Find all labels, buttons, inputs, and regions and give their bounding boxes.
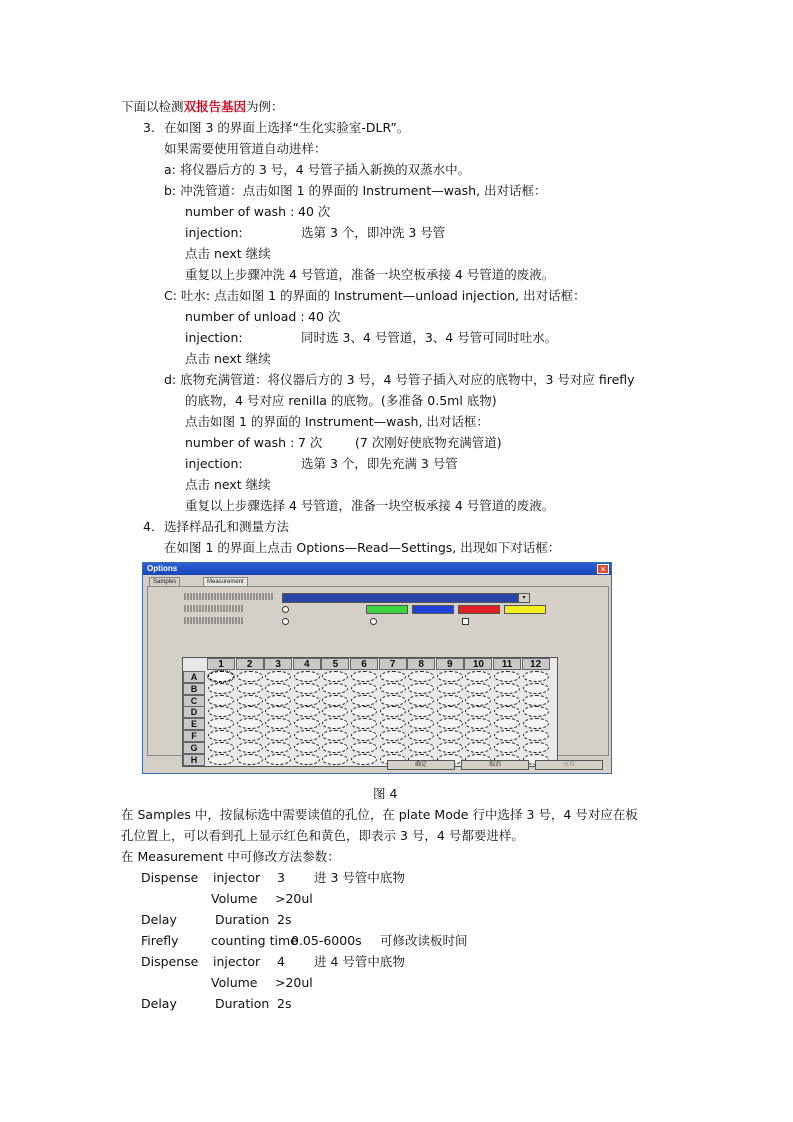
param-cell: Dispense [141,870,199,885]
step3-b: b: 冲洗管道：点击如图 1 的界面的 Instrument—wash, 出对话框： [164,183,547,198]
plate-well[interactable] [465,730,491,741]
plate-type-label [184,593,274,600]
plate-well[interactable] [523,683,549,694]
options-dialog [142,562,612,774]
plate-well[interactable] [294,706,320,717]
plate-well[interactable] [294,742,320,753]
step4-number: 4. [143,519,155,534]
plate-column-header[interactable]: 5 [321,658,349,670]
plate-well[interactable] [294,718,320,729]
b-repeat: 重复以上步骤冲洗 4 号管道，准备一块空板承接 4 号管道的废液。 [185,267,555,282]
plate-row-header[interactable]: G [183,742,205,754]
step3-sub: 如果需要使用管道自动进样： [164,141,327,156]
param-cell: Volume [211,975,258,990]
param-cell: 0.05-6000s [291,933,362,948]
plate-column-header[interactable]: 9 [436,658,464,670]
param-cell: injector [213,954,261,969]
plate-well[interactable] [380,730,406,741]
plate-well[interactable] [351,695,377,706]
plate-row-header[interactable]: E [183,718,205,730]
d-inj-label: injection: [185,456,243,471]
plate-well[interactable] [294,695,320,706]
d-wash-value: 7 次 [298,435,323,450]
plate-well[interactable] [523,742,549,753]
c-inj-value: 同时选 3、4 号管道，3、4 号管可同时吐水。 [301,330,558,345]
param-cell: >20ul [275,891,313,906]
step3-text: 在如图 3 的界面上选择“生化实验室-DLR”。 [164,120,410,135]
plate-well[interactable] [351,706,377,717]
close-icon[interactable]: ✕ [597,564,609,574]
mode-chip-green[interactable] [366,605,408,614]
plate-well[interactable] [265,730,291,741]
plate-well[interactable] [465,695,491,706]
plate-well[interactable] [465,683,491,694]
plate-column-header[interactable]: 4 [293,658,321,670]
plate-well[interactable] [408,742,434,753]
step3-number: 3. [143,120,155,135]
plate-well[interactable] [494,730,520,741]
plate-well[interactable] [494,718,520,729]
d-inj-value: 选第 3 个，即先充满 3 号管 [301,456,458,471]
tab-measurement[interactable]: Measurement [203,577,248,587]
plate-well[interactable] [208,683,234,694]
param-cell: Dispense [141,954,199,969]
plate-well[interactable] [408,683,434,694]
d-wash-note: (7 次刚好使底物充满管道) [355,435,502,450]
dialog-titlebar: Options [143,563,611,575]
plate-well[interactable] [351,683,377,694]
param-cell: Delay [141,912,177,927]
apply-button[interactable]: 应用 [535,760,603,770]
plate-well[interactable] [294,730,320,741]
plate-well[interactable] [437,683,463,694]
plate-column-header[interactable]: 7 [379,658,407,670]
plate-well[interactable] [465,742,491,753]
plate-well[interactable] [322,706,348,717]
c-inj-label: injection: [185,330,243,345]
plate-well[interactable] [208,695,234,706]
plate-column-header[interactable]: 1 [207,658,235,670]
plate-well[interactable] [322,742,348,753]
param-cell: 2s [277,912,292,927]
plate-well[interactable] [408,718,434,729]
plate-well[interactable] [294,754,320,765]
plate-well[interactable] [351,730,377,741]
plate-row-header[interactable]: B [183,683,205,695]
plate-well[interactable] [294,683,320,694]
plate-well[interactable] [322,683,348,694]
param-cell: >20ul [275,975,313,990]
plate-well[interactable] [208,718,234,729]
param-cell: 进 3 号管中底物 [314,870,405,885]
by-column-radio[interactable] [370,618,377,625]
plate-well[interactable] [523,695,549,706]
para2: 在 Measurement 中可修改方法参数： [121,849,340,864]
plate-well[interactable] [237,683,263,694]
param-cell: Delay [141,996,177,1011]
plate-well[interactable] [437,718,463,729]
step4-text: 选择样品孔和测量方法 [164,519,290,534]
param-cell: Duration [215,996,270,1011]
plate-well[interactable] [237,754,263,765]
plate-well[interactable] [465,671,491,682]
plate-row-header[interactable]: A [183,671,205,683]
b-next: 点击 next 继续 [185,246,271,261]
param-cell: 2s [277,996,292,1011]
plate-well[interactable] [523,718,549,729]
param-cell: Firefly [141,933,179,948]
plate-well[interactable] [437,730,463,741]
intro-post: 为例： [246,99,284,114]
plate-well[interactable] [523,671,549,682]
d-wash-label: number of wash : [185,435,295,450]
plate-well[interactable] [380,718,406,729]
plate-well[interactable] [351,742,377,753]
plate-well[interactable] [237,718,263,729]
figure-caption: 图 4 [373,786,398,801]
param-cell: 进 4 号管中底物 [314,954,405,969]
plate-well[interactable] [322,718,348,729]
b-inj-label: injection: [185,225,243,240]
intro-line [121,99,284,115]
plate-well[interactable] [237,671,263,682]
mode-chip-yellow[interactable] [504,605,546,614]
plate-well[interactable] [237,742,263,753]
ok-button[interactable]: 确定 [387,760,455,770]
c-unload-value: 40 次 [308,309,341,324]
mode-radio-measurement[interactable] [282,606,289,613]
plate-row-header[interactable]: F [183,730,205,742]
d-click: 点击如图 1 的界面的 Instrument—wash, 出对话框： [185,414,489,429]
plate-well[interactable] [494,742,520,753]
param-cell: injector [213,870,261,885]
plate-well[interactable] [208,671,234,682]
plate-column-header[interactable]: 6 [350,658,378,670]
plate-well[interactable] [265,683,291,694]
plate-well[interactable] [465,718,491,729]
mode-chip-blue[interactable] [412,605,454,614]
c-next: 点击 next 继续 [185,351,271,366]
plate-well[interactable] [208,706,234,717]
plate-well[interactable] [437,742,463,753]
param-cell: 可修改读板时间 [380,933,468,948]
chevron-down-icon[interactable]: ▾ [518,594,529,602]
measurement-label [184,617,244,624]
param-cell: Duration [215,912,270,927]
d-next: 点击 next 继续 [185,477,271,492]
c-unload-label: number of unload : [185,309,305,324]
d-cont: 的底物，4 号对应 renilla 的底物。(多准备 0.5ml 底物) [185,393,497,408]
plate-well[interactable] [265,718,291,729]
plate-well[interactable] [380,671,406,682]
plate-well[interactable] [265,671,291,682]
plate-well[interactable] [237,695,263,706]
step3-d: d: 底物充满管道：将仪器后方的 3 号，4 号管子插入对应的底物中，3 号对应 firefly [164,372,635,387]
plate-well[interactable] [237,730,263,741]
plate-well[interactable] [237,706,263,717]
step3-a: a: 将仪器后方的 3 号，4 号管子插入新换的双蒸水中。 [164,162,471,177]
tab-samples[interactable]: Samples [149,577,180,587]
plate-column-header[interactable]: 3 [264,658,292,670]
plate-well[interactable] [523,730,549,741]
d-repeat: 重复以上步骤选择 4 号管道，准备一块空板承接 4 号管道的废液。 [185,498,555,513]
plate-well[interactable] [408,671,434,682]
plate-well[interactable] [294,671,320,682]
param-cell: 4 [277,954,285,969]
plate-well[interactable] [494,695,520,706]
plate-well[interactable] [465,706,491,717]
plate-well[interactable] [380,695,406,706]
intro-pre: 下面以检测 [121,99,184,114]
plate-well[interactable] [265,754,291,765]
plate-well[interactable] [265,742,291,753]
plate-well[interactable] [265,706,291,717]
plate-grid [182,657,558,767]
plate-type-select[interactable] [282,593,530,603]
plate-well[interactable] [437,695,463,706]
plate-well[interactable] [380,683,406,694]
plate-well[interactable] [208,742,234,753]
plate-column-header[interactable]: 12 [522,658,550,670]
plate-row-header[interactable]: H [183,754,205,766]
plate-well[interactable] [437,671,463,682]
param-cell: counting time [211,933,298,948]
plate-well[interactable] [351,754,377,765]
plate-well[interactable] [208,754,234,765]
plate-column-header[interactable]: 8 [407,658,435,670]
plate-mode-label [184,605,244,612]
plate-well[interactable] [265,695,291,706]
plate-well[interactable] [494,683,520,694]
para1: 在 Samples 中，按鼠标选中需要读值的孔位，在 plate Mode 行中选择 3 号，4 号对应在板 [121,807,638,822]
param-cell: 3 [277,870,285,885]
plate-well[interactable] [322,754,348,765]
plate-column-header[interactable]: 2 [236,658,264,670]
plate-column-header[interactable]: 10 [464,658,492,670]
checkbox[interactable] [462,618,469,625]
plate-well[interactable] [208,730,234,741]
plate-well[interactable] [322,671,348,682]
param-cell: Volume [211,891,258,906]
plate-well[interactable] [408,706,434,717]
plate-well[interactable] [408,730,434,741]
plate-well[interactable] [494,671,520,682]
mode-chip-red[interactable] [458,605,500,614]
cancel-button[interactable]: 取消 [461,760,529,770]
plate-well[interactable] [322,695,348,706]
b-wash-value: 40 次 [298,204,331,219]
plate-well[interactable] [380,706,406,717]
b-inj-value: 选第 3 个，即冲洗 3 号管 [301,225,446,240]
plate-well[interactable] [523,706,549,717]
b-wash-label: number of wash : [185,204,295,219]
plate-row-header[interactable]: D [183,706,205,718]
plate-well[interactable] [408,695,434,706]
plate-row-header[interactable]: C [183,695,205,707]
plate-well[interactable] [351,671,377,682]
plate-well[interactable] [380,742,406,753]
plate-well[interactable] [322,730,348,741]
step3-c: C: 吐水: 点击如图 1 的界面的 Instrument—unload injection, 出对话框： [164,288,586,303]
step4-sub: 在如图 1 的界面上点击 Options—Read—Settings, 出现如下对话框： [164,540,561,555]
intro-highlight: 双报告基因 [183,99,247,114]
plate-well[interactable] [437,706,463,717]
plate-column-header[interactable]: 11 [493,658,521,670]
by-row-radio[interactable] [282,618,289,625]
plate-well[interactable] [494,706,520,717]
plate-well[interactable] [351,718,377,729]
para1-cont: 孔位置上，可以看到孔上显示红色和黄色，即表示 3 号，4 号都要进样。 [121,828,524,843]
